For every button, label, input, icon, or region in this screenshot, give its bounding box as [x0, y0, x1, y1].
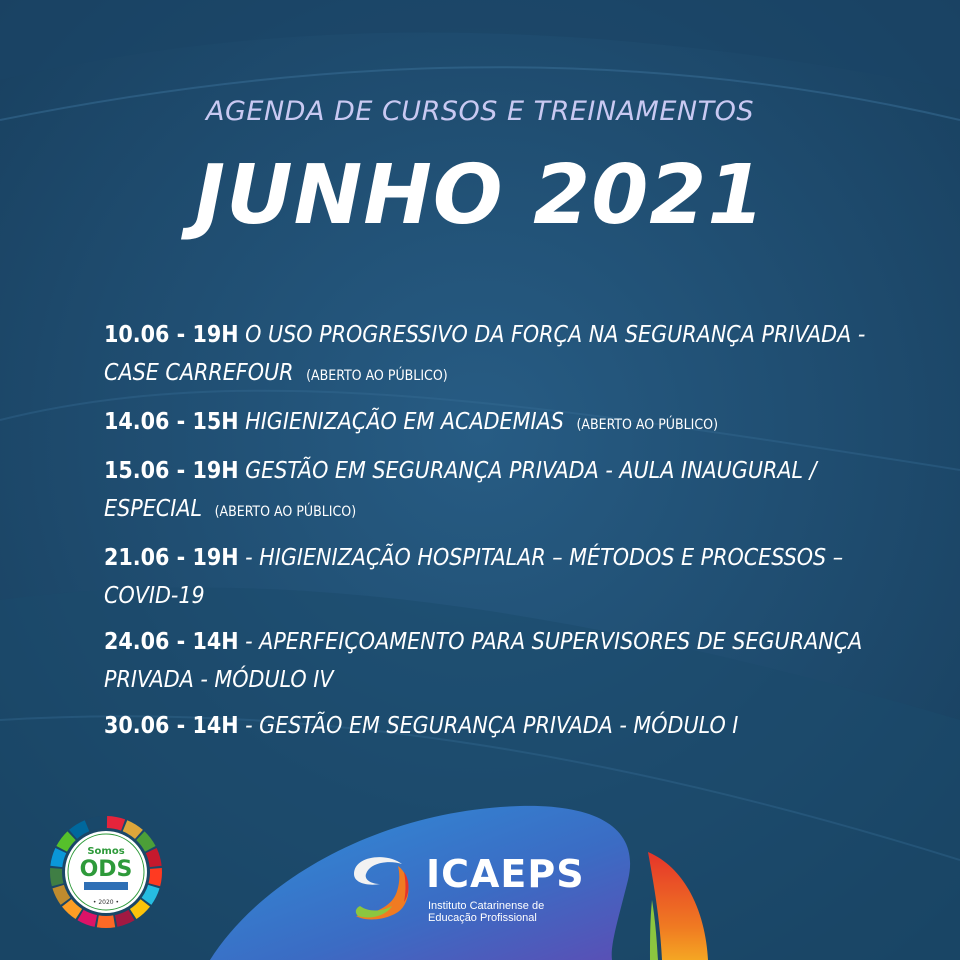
event-title: - GESTÃO EM SEGURANÇA PRIVADA - MÓDULO I	[245, 713, 739, 739]
event-date: 10.06 - 19H	[104, 322, 239, 348]
event-list	[104, 316, 904, 753]
icaeps-logo-name: ICAEPS	[426, 852, 585, 896]
event-title: O USO PROGRESSIVO DA FORÇA NA SEGURANÇA PRIVADA - CASE CARREFOUR	[104, 322, 866, 386]
event-date: 30.06 - 14H	[104, 713, 239, 739]
ods-ring-segment	[107, 816, 125, 831]
icaeps-subtitle-line1: Instituto Catarinense de	[428, 900, 545, 912]
agenda-subtitle: AGENDA DE CURSOS E TREINAMENTOS	[206, 96, 754, 127]
event-item	[104, 316, 904, 395]
event-date: 21.06 - 19H	[104, 545, 239, 571]
event-date: 14.06 - 15H	[104, 409, 239, 435]
icaeps-logo-subtitle	[428, 900, 544, 924]
ods-top-text: Somos	[87, 846, 125, 857]
icaeps-logo	[346, 850, 585, 940]
event-note: (ABERTO AO PÚBLICO)	[306, 368, 448, 384]
event-date: 24.06 - 14H	[104, 629, 239, 655]
event-title: - HIGIENIZAÇÃO HOSPITALAR – MÉTODOS E PROCESSOS – COVID-19	[104, 545, 844, 609]
ods-ring-segment	[146, 848, 162, 867]
event-item	[104, 403, 904, 444]
ods-ring-segment	[142, 885, 160, 905]
ods-ring-segment	[52, 885, 70, 905]
event-item	[104, 707, 904, 745]
ods-ring-segment	[115, 910, 135, 927]
ods-ring-segment	[149, 868, 162, 886]
ods-badge	[48, 814, 164, 930]
ods-ring-segment	[50, 868, 63, 886]
ods-ring-segment	[50, 848, 66, 867]
ods-ring-segment	[87, 816, 105, 831]
event-item	[104, 539, 904, 615]
ods-year-text: • 2020 •	[92, 899, 120, 906]
event-note: (ABERTO AO PÚBLICO)	[576, 417, 718, 433]
event-title: GESTÃO EM SEGURANÇA PRIVADA - AULA INAUGURAL / ESPECIAL	[104, 458, 817, 522]
icaeps-logo-mark-icon	[346, 850, 418, 926]
event-item	[104, 623, 904, 699]
event-item	[104, 452, 904, 531]
ods-ring-segment	[97, 915, 115, 928]
ods-ring-segment	[77, 910, 97, 927]
ods-mini-logo	[84, 882, 128, 890]
event-title: - APERFEIÇOAMENTO PARA SUPERVISORES DE SEGURANÇA PRIVADA - MÓDULO IV	[104, 629, 863, 693]
page-title: JUNHO 2021	[194, 148, 766, 243]
event-date: 15.06 - 19H	[104, 458, 239, 484]
icaeps-subtitle-line2: Educação Profissional	[428, 912, 537, 924]
ods-main-text: ODS	[79, 857, 133, 882]
event-title: HIGIENIZAÇÃO EM ACADEMIAS	[245, 409, 564, 435]
event-note: (ABERTO AO PÚBLICO)	[214, 504, 357, 520]
